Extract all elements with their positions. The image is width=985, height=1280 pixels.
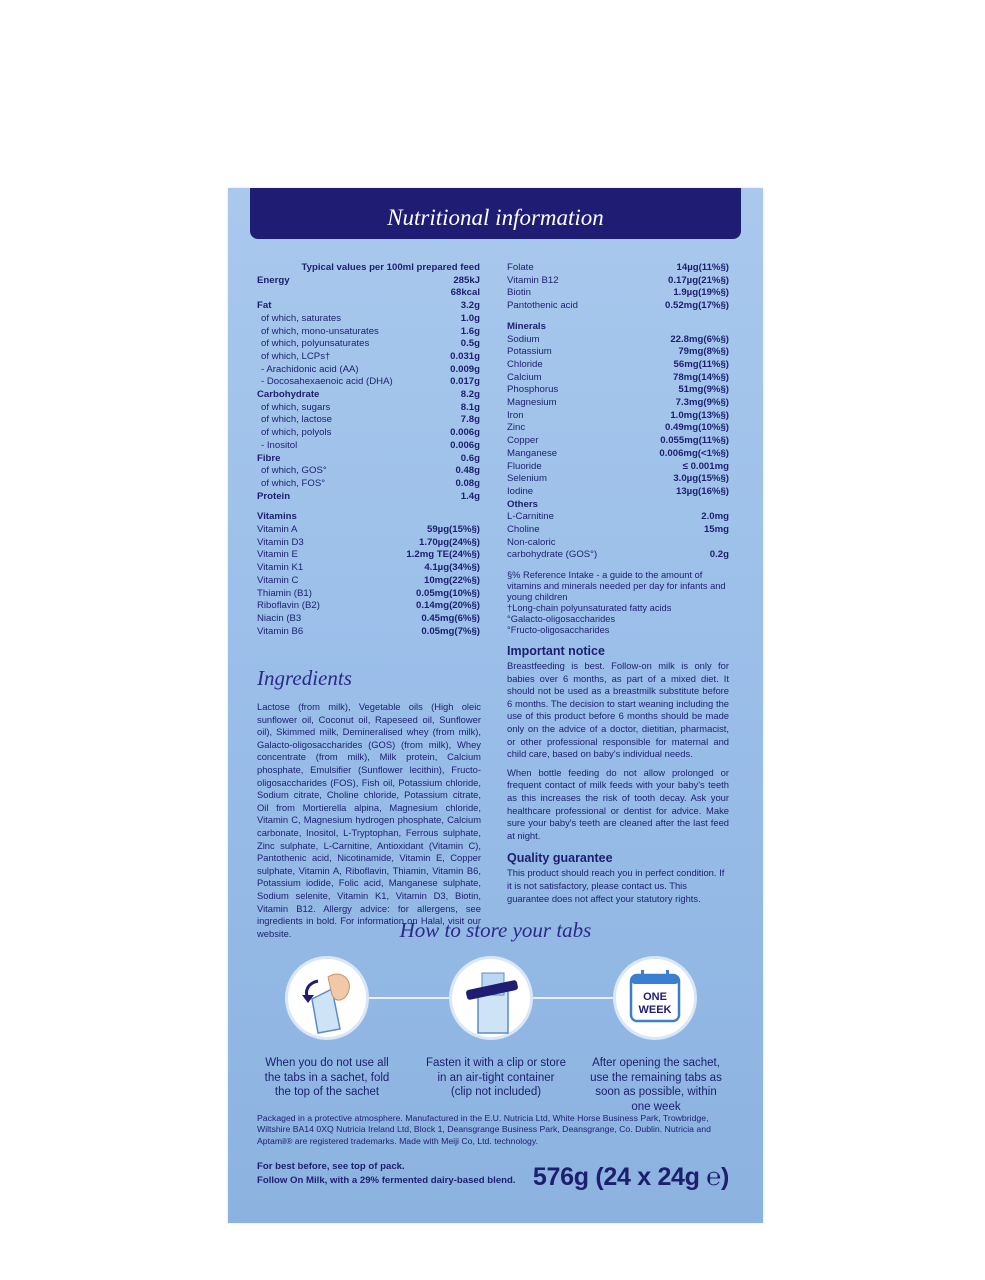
nutrient-label: of which, FOS° (261, 477, 326, 489)
nutrient-row (257, 613, 480, 626)
nutrient-label: Zinc (507, 422, 526, 434)
others-title: Others (507, 498, 538, 510)
nutrient-value: 0.45mg(6%§) (421, 612, 480, 624)
nutrient-row (507, 461, 729, 474)
calendar-icon (616, 959, 694, 1037)
nutrient-row (507, 511, 729, 524)
nutrient-label: of which, GOS° (261, 465, 327, 477)
nutrient-row (257, 427, 480, 440)
ingredients-section (257, 666, 481, 940)
nutrient-value: 0.17µg(21%§) (668, 274, 729, 286)
one-week-illustration (613, 956, 697, 1040)
nutrient-label: Selenium (507, 473, 547, 485)
nutrient-label: Chloride (507, 358, 543, 370)
footnote: †Long-chain polyunsaturated fatty acids (507, 603, 672, 614)
nutrient-value: 1.0g (460, 312, 480, 324)
bottom-notes (257, 1160, 516, 1187)
follow-on-note: Follow On Milk, with a 29% fermented dairy-based blend. (257, 1174, 516, 1186)
nutrient-value: 15mg (703, 524, 729, 536)
nutrient-value: 285kJ (453, 274, 480, 286)
caption-one-week: After opening the sachet, use the remaining tabs as soon as possible, within one week (590, 1057, 722, 1113)
nutrient-row (257, 351, 480, 364)
nutrient-value: 14µg(11%§) (676, 262, 729, 273)
nutrient-label: Energy (257, 274, 290, 286)
nutrient-value: 0.48g (455, 465, 480, 477)
nutrient-label: Iron (507, 409, 524, 421)
nutrient-row (257, 626, 480, 639)
nutrient-label: Manganese (507, 447, 558, 459)
nutrient-row (257, 440, 480, 453)
ingredients-text: Lactose (from milk), Vegetable oils (High oleic sunflower oil, Coconut oil, Rapeseed oil, Sunflower oil), Skimmed milk, Demineralised whey (from milk), Galacto-oligosaccharides (GOS) (from milk), Whey concentrate (from milk), Milk protein, Calcium phosphate, Emulsifier (Sunflower lecithin), Fructo-oligosaccharides (FOS), Fish oil, Potassium chloride, Sodium citrate, Choline chloride, Potassium citrate, Oil from Mortierella alpina, Magnesium chloride, Vitamin C, Magnesium hydrogen phosphate, Calcium carbonate, Inositol, L-Tryptophan, Ferrous sulphate, Zinc sulphate, L-Carnitine, Antioxidant (Vitamin C), Pantothenic acid, Nicotinamide, Vitamin E, Copper sulphate, Vitamin A, Riboflavin, Thiamin, Vitamin B6, Potassium iodide, Folic acid, Manganese sulphate, Sodium selenite, Vitamin K1, Vitamin D3, Biotin, Vitamin B12. Allergy advice: for allergens, see ingredients in bold. For information on Halal, visit our website. (257, 701, 481, 939)
nutrient-label: Vitamin C (257, 574, 299, 586)
manufacturer-footer: Packaged in a protective atmosphere. Manufactured in the E.U. Nutricia Ltd, White Horse Business Park, Trowbridge, Wiltshire BA14 0XQ Nutricia Ireland Ltd, Block 1, Deansgrange Business Park, Deansgrange, Co. Dublin. Nutricia and Aptamil® are registered trademarks. Made with Meiji Co, Ltd. technology. (257, 1113, 711, 1146)
nutrient-value: 0.05mg(7%§) (421, 625, 480, 637)
nutrient-row (257, 313, 480, 326)
nutrient-value: 2.0mg (701, 511, 729, 523)
nutrient-label: - Arachidonic acid (AA) (261, 363, 359, 375)
nutrient-label: Magnesium (507, 397, 557, 409)
nutrient-row (257, 287, 480, 300)
minerals-title: Minerals (507, 320, 546, 332)
nutrient-value: 0.006g (450, 427, 480, 439)
nutrient-label: of which, polyunsaturates (261, 338, 370, 350)
nutrient-row (257, 364, 480, 377)
nutrient-value: 22.8mg(6%§) (670, 333, 729, 345)
nutrient-row (257, 524, 480, 537)
nutrient-label: Protein (257, 490, 291, 502)
nutrient-label: Phosphorus (507, 384, 559, 396)
nutrient-row (507, 448, 729, 461)
nutrient-row (257, 275, 480, 288)
nutrient-value: 7.8g (460, 414, 480, 426)
nutrient-value: ≤ 0.001mg (682, 460, 729, 472)
product-pack-side (228, 188, 763, 1223)
nutrient-label: Carbohydrate (257, 389, 320, 401)
notice-paragraph-1: Breastfeeding is best. Follow-on milk is only for babies over 6 months, as part of a mixed diet. It should not be used as a breastmilk substitute before 6 months. The decision to start weaning including the use of this product before 6 months should be made only on the advice of a doctor, dietitian, pharmacist, or other professional responsible for maternal and child care, based on baby's individual needs. (507, 660, 729, 760)
vitamin-rows (257, 524, 480, 638)
nutrient-value: 0.006mg(<1%§) (659, 447, 729, 459)
notice-section (507, 644, 729, 905)
nutrient-label: of which, lactose (261, 414, 332, 426)
nutrient-label: of which, sugars (261, 401, 331, 413)
nutrient-value: 13µg(16%§) (676, 485, 729, 497)
nutrient-row (257, 402, 480, 415)
footnote: §% Reference Intake - a guide to the amount of vitamins and minerals needed per day for infants and young children (507, 570, 726, 603)
nutrient-value: 78mg(14%§) (673, 371, 729, 383)
notice-paragraph-2: When bottle feeding do not allow prolonged or frequent contact of milk feeds with your baby's teeth as this increases the risk of tooth decay. Ask your healthcare professional or dentist for advice. Make sure your baby's teeth are cleaned after the last feed at night. (507, 766, 729, 841)
nutrient-label: L-Carnitine (507, 511, 554, 523)
best-before-note: For best before, see top of pack. (257, 1161, 405, 1172)
nutrient-value: 1.6g (460, 325, 480, 337)
nutrient-value: 4.1µg(34%§) (424, 562, 480, 574)
nutrient-row (507, 473, 729, 486)
nutrient-row (507, 410, 729, 423)
fold-sachet-illustration (285, 956, 369, 1040)
vitamins-title: Vitamins (257, 511, 297, 523)
caption-fold: When you do not use all the tabs in a sachet, fold the top of the sachet (264, 1057, 390, 1098)
footnote: °Fructo-oligosaccharides (507, 625, 610, 636)
nutrient-row (257, 300, 480, 313)
nutrient-row (507, 300, 729, 313)
nutrient-label: Choline (507, 524, 540, 536)
footnote: °Galacto-oligosaccharides (507, 614, 616, 625)
table-header: Typical values per 100ml prepared feed (301, 262, 480, 273)
nutrient-row (507, 435, 729, 448)
nutrient-value: 1.70µg(24%§) (419, 536, 480, 548)
nutrient-row (257, 562, 480, 575)
nutrient-value: 7.3mg(9%§) (675, 397, 729, 409)
fold-sachet-icon (288, 959, 366, 1037)
ingredients-title: Ingredients (257, 666, 352, 690)
nutrient-row (507, 275, 729, 288)
store-title: How to store your tabs (399, 918, 592, 942)
nutrient-row (257, 491, 480, 504)
nutrient-value: 1.0mg(13%§) (670, 409, 729, 421)
nutrient-label: - Inositol (261, 439, 298, 451)
nutrient-label: Vitamin B6 (257, 625, 304, 637)
nutrient-row (507, 486, 729, 499)
storage-steps (228, 953, 763, 1043)
nutrient-value: 51mg(9%§) (678, 384, 729, 396)
nutrient-value: 0.14mg(20%§) (416, 600, 480, 612)
nutrient-value: 0.05mg(10%§) (416, 587, 480, 599)
nutrient-label: Vitamin B12 (507, 274, 559, 286)
clip-sachet-illustration (449, 956, 533, 1040)
nutrient-value: 0.2g (709, 549, 729, 561)
nutrient-label: Vitamin A (257, 524, 298, 536)
caption-clip: Fasten it with a clip or store in an air-tight container (clip not included) (426, 1057, 566, 1098)
nutrient-label: Niacin (B3 (257, 612, 302, 624)
quality-title: Quality guarantee (507, 851, 613, 866)
nutrient-label: Biotin (507, 287, 531, 299)
nutrient-label: Vitamin D3 (257, 536, 304, 548)
nutrient-value: 1.2mg TE(24%§) (406, 549, 480, 561)
nutrient-label: Potassium (507, 346, 552, 358)
nutrient-value: 59µg(15%§) (427, 524, 480, 536)
nutrient-row (507, 372, 729, 385)
net-weight: 576g (24 x 24g ℮) (532, 1163, 729, 1191)
nutrient-row (507, 384, 729, 397)
nutrient-row (257, 465, 480, 478)
nutrient-value: 56mg(11%§) (673, 358, 729, 370)
nutrition-banner: Nutritional information (250, 188, 741, 239)
nutrient-row (507, 359, 729, 372)
nutrient-row (507, 397, 729, 410)
nutrient-value: 0.5g (460, 338, 480, 350)
nutrient-row (257, 414, 480, 427)
nutrient-value: 1.4g (460, 490, 480, 502)
nutrient-value: 0.49mg(10%§) (665, 422, 729, 434)
nutrient-label: Iodine (507, 485, 534, 497)
nutrient-value: 0.006g (450, 439, 480, 451)
nutrient-row (257, 389, 480, 402)
nutrient-label: carbohydrate (GOS°) (507, 549, 598, 561)
nutrient-label: Fibre (257, 452, 281, 464)
nutrient-row (257, 453, 480, 466)
nutrition-table-left (257, 262, 480, 638)
nutrient-label: Pantothenic acid (507, 300, 578, 312)
nutrient-row (507, 537, 729, 550)
nutrient-value: 0.009g (450, 363, 480, 375)
nutrient-label: Non-caloric (507, 536, 556, 548)
nutrient-row (257, 588, 480, 601)
nutrient-value: 0.08g (455, 477, 480, 489)
nutrient-label: Folate (507, 262, 534, 273)
nutrient-row (507, 287, 729, 300)
nutrient-value: 0.6g (460, 452, 480, 464)
nutrient-value: 0.055mg(11%§) (660, 435, 729, 447)
nutrient-value: 0.031g (450, 350, 480, 362)
nutrition-table-right (507, 262, 729, 636)
nutrient-label: Fluoride (507, 460, 542, 472)
nutrient-row (257, 478, 480, 491)
nutrient-row (257, 537, 480, 550)
nutrient-row (507, 549, 729, 562)
nutrient-value: 3.2g (460, 300, 480, 312)
nutrient-row (257, 376, 480, 389)
nutrient-label: Fat (257, 300, 272, 312)
nutrient-label: - Docosahexaenoic acid (DHA) (261, 376, 393, 388)
nutrient-row (257, 575, 480, 588)
other-rows (507, 511, 729, 562)
nutrient-row (257, 549, 480, 562)
quality-text: This product should reach you in perfect condition. If it is not satisfactory, please contact us. This guarantee does not affect your statutory rights. (507, 867, 725, 904)
nutrient-row (507, 262, 729, 275)
macro-rows (257, 275, 480, 504)
nutrient-label: of which, mono-unsaturates (261, 325, 379, 337)
nutrient-row (257, 338, 480, 351)
nutrient-label: Copper (507, 435, 539, 447)
nutrient-label: Vitamin K1 (257, 562, 304, 574)
nutrient-label: of which, polyols (261, 427, 332, 439)
nutrient-value: 79mg(8%§) (678, 346, 729, 358)
notice-title: Important notice (507, 644, 605, 658)
nutrient-label: of which, saturates (261, 312, 341, 324)
nutrient-value: 8.1g (460, 401, 480, 413)
nutrient-value: 3.0µg(15%§) (673, 473, 729, 485)
nutrient-value: 10mg(22%§) (424, 574, 480, 586)
vitamin-rows-continued (507, 262, 729, 313)
nutrient-label: Calcium (507, 371, 542, 383)
nutrient-row (257, 326, 480, 339)
nutrient-label: Sodium (507, 333, 540, 345)
nutrient-value: 0.017g (450, 376, 480, 388)
nutrient-value: 0.52mg(17%§) (665, 300, 729, 312)
calendar-line-1: ONE (643, 991, 667, 1003)
nutrient-row (507, 334, 729, 347)
calendar-line-2: WEEK (638, 1004, 672, 1016)
nutrient-value: 8.2g (460, 389, 480, 401)
nutrient-row (507, 524, 729, 537)
nutrient-label: Riboflavin (B2) (257, 600, 320, 612)
footnotes (507, 570, 729, 636)
nutrient-row (257, 600, 480, 613)
nutrient-label: of which, LCPs† (261, 350, 331, 362)
nutrient-row (507, 422, 729, 435)
nutrient-label: Thiamin (B1) (257, 587, 312, 599)
nutrient-row (507, 346, 729, 359)
nutrient-value: 68kcal (450, 287, 480, 299)
clip-icon (452, 959, 530, 1037)
mineral-rows (507, 334, 729, 499)
nutrient-label: Vitamin E (257, 549, 298, 561)
nutrient-value: 1.9µg(19%§) (673, 287, 729, 299)
